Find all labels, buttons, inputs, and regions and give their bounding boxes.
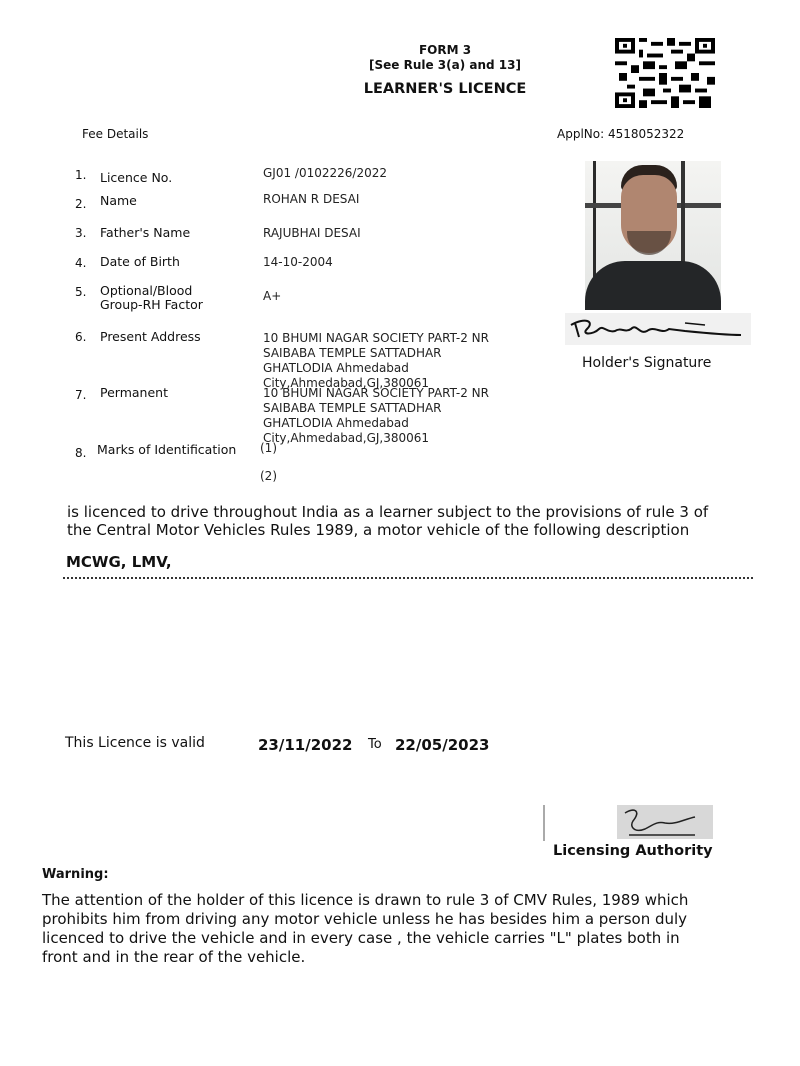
blood-group-label-line2: Group-RH Factor — [100, 297, 203, 312]
form-number: FORM 3 — [418, 43, 472, 57]
licensing-authority-label: Licensing Authority — [553, 843, 713, 859]
warning-line: The attention of the holder of this licence is drawn to rule 3 of CMV Rules, 1989 which — [42, 891, 689, 909]
present-address-value — [263, 331, 489, 391]
dob-value: 14-10-2004 — [263, 255, 333, 269]
vehicle-classes: MCWG, LMV, — [66, 553, 172, 571]
address-line: SAIBABA TEMPLE SATTADHAR — [263, 346, 442, 360]
field-number: 3. — [75, 226, 87, 240]
field-number: 2. — [75, 197, 87, 211]
dotted-divider — [63, 577, 753, 579]
description-line-1: is licenced to drive throughout India as a learner subject to the provisions of rule 3 of — [67, 503, 709, 521]
fathers-name-value: RAJUBHAI DESAI — [263, 226, 361, 240]
qr-code — [615, 38, 715, 108]
field-number: 5. — [75, 285, 87, 299]
fee-details-label: Fee Details — [82, 127, 149, 141]
description-line-2: the Central Motor Vehicles Rules 1989, a motor vehicle of the following description — [67, 521, 690, 539]
field-number: 7. — [75, 388, 87, 402]
mark-1: (1) — [260, 441, 277, 455]
field-number: 4. — [75, 256, 87, 270]
licence-no-label: Licence No. — [100, 170, 173, 185]
fathers-name-label: Father's Name — [100, 225, 191, 240]
appl-no-value: 4518052322 — [607, 127, 685, 141]
holder-signature-label: Holder's Signature — [582, 355, 712, 371]
address-line: City,Ahmedabad,GJ,380061 — [263, 376, 430, 390]
blood-group-label: Optional/Blood — [100, 283, 193, 298]
warning-text — [42, 891, 688, 967]
rule-reference: [See Rule 3(a) and 13] — [369, 58, 521, 72]
address-line: City,Ahmedabad,GJ,380061 — [263, 431, 430, 445]
validity-label: This Licence is valid — [65, 735, 205, 751]
blood-group-value: A+ — [263, 289, 282, 303]
holder-photo — [585, 161, 721, 310]
address-line: GHATLODIA Ahmedabad — [263, 416, 409, 430]
permanent-address-value — [263, 386, 489, 446]
warning-line: licenced to drive the vehicle and in every case , the vehicle carries "L" plates both in — [42, 929, 680, 947]
holder-signature-image — [565, 313, 751, 345]
licence-no-value: GJ01 /0102226/2022 — [263, 166, 387, 180]
address-line: 10 BHUMI NAGAR SOCIETY PART-2 NR — [263, 331, 489, 345]
present-address-label: Present Address — [100, 329, 201, 344]
appl-no-label: ApplNo: — [557, 127, 605, 141]
dob-label: Date of Birth — [100, 254, 180, 269]
warning-title: Warning: — [42, 867, 109, 882]
authority-signature-image — [543, 805, 713, 841]
warning-line: front and in the rear of the vehicle. — [42, 948, 306, 966]
mark-2: (2) — [260, 469, 277, 483]
address-line: SAIBABA TEMPLE SATTADHAR — [263, 401, 442, 415]
appl-no — [557, 127, 684, 141]
address-line: 10 BHUMI NAGAR SOCIETY PART-2 NR — [263, 386, 489, 400]
field-number: 1. — [75, 168, 87, 182]
permanent-address-label: Permanent — [100, 385, 168, 400]
warning-line: prohibits him from driving any motor vehicle unless he has besides him a person duly — [42, 910, 688, 928]
valid-to: 22/05/2023 — [395, 736, 490, 754]
name-label: Name — [100, 193, 137, 208]
valid-from: 23/11/2022 — [258, 736, 353, 754]
name-value: ROHAN R DESAI — [263, 192, 360, 206]
marks-label: Marks of Identification — [97, 442, 237, 457]
document-title: LEARNER'S LICENCE — [363, 81, 527, 97]
field-number: 8. — [75, 446, 87, 460]
address-line: GHATLODIA Ahmedabad — [263, 361, 409, 375]
field-number: 6. — [75, 330, 87, 344]
valid-to-word: To — [368, 737, 382, 752]
